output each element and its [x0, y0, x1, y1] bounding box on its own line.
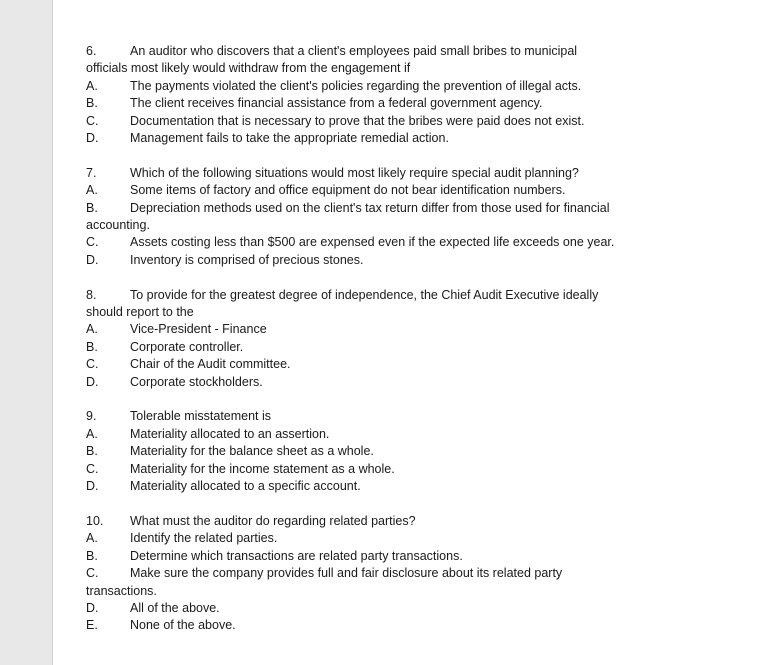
option-text: Make sure the company provides full and fair disclosure about its related party — [130, 566, 563, 581]
answer-option — [86, 356, 656, 373]
answer-option — [86, 617, 656, 634]
option-text: Depreciation methods used on the client's tax return differ from those used for financial — [130, 200, 610, 215]
answer-option — [86, 443, 656, 460]
question-8 — [86, 287, 656, 391]
answer-option — [86, 565, 656, 582]
left-gutter — [0, 0, 53, 665]
option-letter: D. — [86, 252, 99, 267]
option-letter: A. — [86, 78, 98, 93]
option-text: None of the above. — [130, 618, 236, 633]
option-text: Documentation that is necessary to prove that the bribes were paid does not exist. — [130, 113, 585, 128]
question-text: Which of the following situations would most likely require special audit planning? — [130, 165, 579, 180]
answer-option — [86, 374, 656, 391]
option-text-continued: accounting. — [86, 218, 150, 233]
option-text-continued: transactions. — [86, 583, 157, 598]
question-text: What must the auditor do regarding related parties? — [130, 513, 416, 528]
option-text: Corporate controller. — [130, 339, 244, 354]
option-letter: C. — [86, 461, 99, 476]
question-6 — [86, 43, 656, 147]
option-text: Determine which transactions are related party transactions. — [130, 548, 463, 563]
option-text: Management fails to take the appropriate remedial action. — [130, 131, 449, 146]
question-number: 6. — [86, 44, 97, 58]
answer-option — [86, 182, 656, 199]
question-text: An auditor who discovers that a client's employees paid small bribes to municipal — [130, 44, 578, 58]
answer-option — [86, 548, 656, 565]
option-text: The client receives financial assistance from a federal government agency. — [130, 96, 543, 111]
answer-option — [86, 234, 656, 251]
option-letter: A. — [86, 426, 98, 441]
option-letter: B. — [86, 339, 98, 354]
question-stem-continued: officials most likely would withdraw from the engagement if — [86, 61, 411, 76]
option-letter: B. — [86, 96, 98, 111]
option-letter: D. — [86, 479, 99, 494]
question-9 — [86, 408, 656, 495]
question-number: 9. — [86, 409, 97, 424]
question-stem — [86, 43, 656, 60]
question-stem — [86, 408, 656, 425]
answer-option — [86, 461, 656, 478]
option-text: Materiality for the balance sheet as a whole. — [130, 444, 374, 459]
option-text: Inventory is comprised of precious stones. — [130, 252, 364, 267]
question-text: To provide for the greatest degree of independence, the Chief Audit Executive ideally — [130, 287, 599, 302]
answer-option — [86, 95, 656, 112]
question-number: 10. — [86, 513, 104, 528]
option-text: The payments violated the client's policies regarding the prevention of illegal acts. — [130, 78, 582, 93]
question-text: Tolerable misstatement is — [130, 409, 272, 424]
answer-option — [86, 200, 656, 217]
option-text: Chair of the Audit committee. — [130, 357, 291, 372]
option-text: Materiality allocated to a specific account. — [130, 479, 361, 494]
answer-option — [86, 78, 656, 95]
answer-option — [86, 339, 656, 356]
option-letter: C. — [86, 235, 99, 250]
option-letter: C. — [86, 566, 99, 581]
question-number: 7. — [86, 165, 97, 180]
option-text: Materiality allocated to an assertion. — [130, 426, 330, 441]
option-letter: B. — [86, 444, 98, 459]
question-stem — [86, 513, 656, 530]
option-letter: D. — [86, 600, 99, 615]
question-stem — [86, 165, 656, 182]
answer-option — [86, 530, 656, 547]
option-text: Corporate stockholders. — [130, 374, 263, 389]
answer-option — [86, 600, 656, 617]
option-letter: A. — [86, 531, 98, 546]
question-stem-continued: should report to the — [86, 305, 194, 320]
option-letter: D. — [86, 374, 99, 389]
answer-option — [86, 426, 656, 443]
question-number: 8. — [86, 287, 97, 302]
option-letter: A. — [86, 322, 98, 337]
option-text: Materiality for the income statement as a whole. — [130, 461, 395, 476]
answer-option — [86, 478, 656, 495]
question-10 — [86, 513, 656, 635]
answer-option — [86, 252, 656, 269]
option-letter: D. — [86, 131, 99, 146]
option-letter: C. — [86, 113, 99, 128]
option-text: Assets costing less than $500 are expensed even if the expected life exceeds one year. — [130, 235, 615, 250]
question-7 — [86, 165, 656, 269]
option-letter: B. — [86, 200, 98, 215]
option-letter: C. — [86, 357, 99, 372]
option-letter: A. — [86, 183, 98, 198]
option-text: All of the above. — [130, 600, 220, 615]
option-letter: B. — [86, 548, 98, 563]
answer-option — [86, 113, 656, 130]
option-text: Some items of factory and office equipment do not bear identification numbers. — [130, 183, 566, 198]
option-text: Vice-President - Finance — [130, 322, 267, 337]
option-letter: E. — [86, 618, 98, 633]
question-list — [86, 43, 656, 652]
answer-option — [86, 321, 656, 338]
answer-option — [86, 130, 656, 147]
question-stem — [86, 287, 656, 304]
option-text: Identify the related parties. — [130, 531, 278, 546]
